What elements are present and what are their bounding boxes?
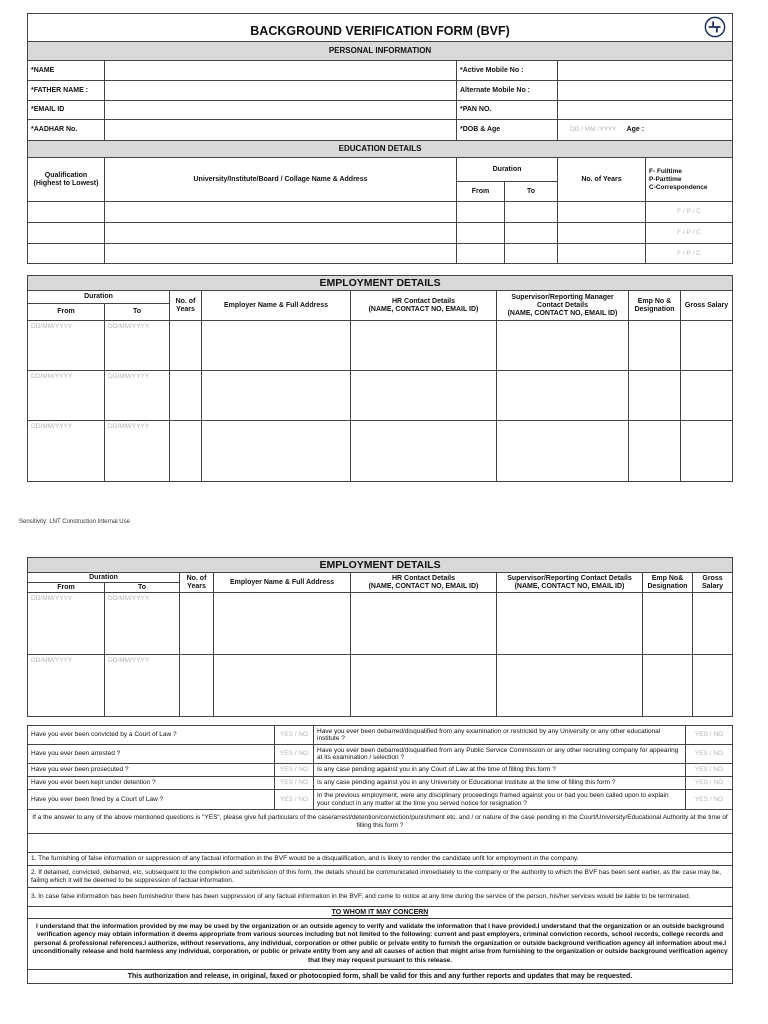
supervisor-contact-label: Supervisor/Reporting Manager Contact Details (NAME, CONTACT NO, EMAIL ID) [497, 291, 629, 321]
emp-no-field[interactable] [629, 371, 681, 421]
emp-years-field[interactable] [170, 421, 202, 482]
personal-info-header: PERSONAL INFORMATION [28, 42, 733, 61]
question-left-3: Have you ever been prosecuted ? [28, 764, 275, 777]
employment-row [28, 321, 733, 371]
question-left-2: Have you ever been arrested ? [28, 745, 275, 764]
edu-from-field[interactable] [457, 244, 505, 264]
salary-field[interactable] [693, 655, 733, 717]
years-label: No. of Years [180, 573, 214, 593]
note-3: 3. In case false information has been furnished/or there has been suppression of any factual information in the BVF, and come to notice at any time during the service of the person, his/her services would be liable to be terminated. [28, 888, 733, 907]
edu-from-label: From [457, 182, 505, 202]
emp-to-label: To [105, 304, 170, 321]
emp-to-field[interactable]: DD/MM/YYYY [105, 593, 180, 655]
name-label: *NAME [28, 61, 105, 81]
employment-details-table-2 [27, 557, 733, 717]
employment-header: EMPLOYMENT DETAILS [28, 276, 733, 291]
emp-no-label: Emp No & Designation [629, 291, 681, 321]
dob-label: *DOB & Age [457, 120, 558, 141]
declaration-table [27, 725, 733, 984]
sensitivity-label: Sensitivity: LNT Construction Internal Use [19, 519, 130, 525]
alt-mobile-field[interactable] [558, 81, 733, 101]
salary-field[interactable] [681, 421, 733, 482]
pan-field[interactable] [558, 101, 733, 120]
emp-from-label: From [28, 304, 105, 321]
hr-contact-field[interactable] [351, 321, 497, 371]
supervisor-field[interactable] [497, 371, 629, 421]
gross-salary-label: Gross Salary [693, 573, 733, 593]
answer-right-2[interactable]: YES / NO [686, 745, 733, 764]
university-field[interactable] [105, 223, 457, 244]
father-name-label: *FATHER NAME : [28, 81, 105, 101]
consent-footer: This authorization and release, in original, faxed or photocopied form, shall be valid for this and any further reports and updates that may be requested. [28, 970, 733, 984]
answer-left-3[interactable]: YES / NO [275, 764, 314, 777]
qualification-field[interactable] [28, 202, 105, 223]
mobile-label: *Active Mobile No : [457, 61, 558, 81]
hr-contact-field[interactable] [351, 593, 497, 655]
employer-field[interactable] [202, 421, 351, 482]
answer-right-5[interactable]: YES / NO [686, 790, 733, 810]
duration-label: Duration [457, 158, 558, 182]
employment-row [28, 655, 733, 717]
question-left-5: Have you ever been fined by a Court of Law ? [28, 790, 275, 810]
study-type-field[interactable]: F / P / C [646, 244, 733, 264]
university-field[interactable] [105, 202, 457, 223]
question-right-5: In the previous employment, were any disciplinary proceedings framed against you or had you been called upon to explain your conduct in any matter at the time you served notice for resignation ? [314, 790, 686, 810]
emp-to-label: To [105, 583, 180, 593]
bvf-form-top [27, 13, 733, 264]
emp-from-field[interactable]: DD/MM/YYYY [28, 655, 105, 717]
hr-contact-field[interactable] [351, 421, 497, 482]
education-row [28, 244, 733, 264]
hr-contact-field[interactable] [351, 655, 497, 717]
aadhar-field[interactable] [105, 120, 457, 141]
emp-years-field[interactable] [170, 371, 202, 421]
question-row [28, 777, 733, 790]
answer-right-3[interactable]: YES / NO [686, 764, 733, 777]
education-header: EDUCATION DETAILS [28, 141, 733, 158]
supervisor-field[interactable] [497, 321, 629, 371]
emp-from-label: From [28, 583, 105, 593]
question-row [28, 745, 733, 764]
mobile-field[interactable] [558, 61, 733, 81]
if-yes-instructions: If a the answer to any of the above mentioned questions is "YES", please give full particulars of the case/arrest/detention/conviction/punishment etc. and / or nature of the case pending in the Court/University/Educational Authority at the time of filling this form ? [28, 810, 733, 834]
employer-field[interactable] [214, 593, 351, 655]
edu-to-label: To [505, 182, 558, 202]
edu-from-field[interactable] [457, 202, 505, 223]
edu-years-field[interactable] [558, 202, 646, 223]
edu-years-field[interactable] [558, 244, 646, 264]
supervisor-field[interactable] [497, 655, 643, 717]
emp-to-field[interactable]: DD/MM/YYYY [105, 371, 170, 421]
employment-row [28, 593, 733, 655]
university-label: University/Institute/Board / Collage Name & Address [105, 158, 457, 202]
emp-no-label: Emp No& Designation [643, 573, 693, 593]
emp-no-field[interactable] [643, 593, 693, 655]
employer-label: Employer Name & Full Address [202, 291, 351, 321]
emp-years-field[interactable] [170, 321, 202, 371]
if-yes-details-field[interactable] [28, 834, 733, 853]
question-row [28, 764, 733, 777]
emp-no-field[interactable] [629, 321, 681, 371]
salary-field[interactable] [693, 593, 733, 655]
answer-left-4[interactable]: YES / NO [275, 777, 314, 790]
qualification-field[interactable] [28, 244, 105, 264]
question-right-4: Is any case pending against you in any University or Educational Institute at the time of filling this form ? [314, 777, 686, 790]
question-row [28, 726, 733, 745]
question-left-1: Have you ever been convicted by a Court of Law ? [28, 726, 275, 745]
years-label: No. of Years [170, 291, 202, 321]
emp-to-field[interactable]: DD/MM/YYYY [105, 421, 170, 482]
edu-to-field[interactable] [505, 223, 558, 244]
study-type-field[interactable]: F / P / C [646, 202, 733, 223]
answer-right-1[interactable]: YES / NO [686, 726, 733, 745]
answer-left-2[interactable]: YES / NO [275, 745, 314, 764]
university-field[interactable] [105, 244, 457, 264]
dob-field[interactable] [558, 120, 733, 141]
consent-heading: TO WHOM IT MAY CONCERN [28, 907, 733, 919]
employment-header: EMPLOYMENT DETAILS [28, 558, 733, 573]
question-row [28, 790, 733, 810]
email-field[interactable] [105, 101, 457, 120]
hr-contact-label: HR Contact Details (NAME, CONTACT NO, EMAIL ID) [351, 573, 497, 593]
emp-from-field[interactable]: DD/MM/YYYY [28, 421, 105, 482]
edu-years-field[interactable] [558, 223, 646, 244]
hr-contact-label: HR Contact Details (NAME, CONTACT NO, EMAIL ID) [351, 291, 497, 321]
question-left-4: Have you ever been kept under detention ? [28, 777, 275, 790]
question-right-2: Have you ever been debarred/disqualified from any Public Service Commission or any other recruiting company for appearing at its examination / selection ? [314, 745, 686, 764]
employment-details-table-1 [27, 275, 733, 482]
aadhar-label: *AADHAR No. [28, 120, 105, 141]
emp-no-field[interactable] [643, 655, 693, 717]
form-title-cell [28, 14, 733, 42]
emp-years-field[interactable] [180, 655, 214, 717]
employer-field[interactable] [214, 655, 351, 717]
consent-body: I understand that the information provided by me may be used by the organization or an outside agency to verify and validate the information that I have provided.I understand that the organization or an outside background verification agency may obtain information it deems appropriate from various sources including but not limited to the following: current and past employers, criminal conviction records, school records, college records and personal & professional references.I authorize, without reservations, any individual, corporation or other public or private entity to furnish the organization or outside background verification agency all information about me.I unconditionally release and hold harmless any individual, corporation, or public or private entity from any and all causes of action that might arise from furnishing to the organization or outside background verification agency that they may request pursuant to this release. [28, 919, 733, 970]
salary-field[interactable] [681, 371, 733, 421]
emp-from-field[interactable]: DD/MM/YYYY [28, 321, 105, 371]
emp-to-field[interactable]: DD/MM/YYYY [105, 321, 170, 371]
age-label: Age : [626, 126, 645, 133]
gross-salary-label: Gross Salary [681, 291, 733, 321]
duration-label: Duration [28, 573, 180, 583]
emp-years-field[interactable] [180, 593, 214, 655]
employer-field[interactable] [202, 371, 351, 421]
email-label: *EMAIL ID [28, 101, 105, 120]
note-1: 1. The furnishing of false information or suppression of any factual information in the BVF would be a disqualification, and is likely to render the candidate unfit for employment in the company. [28, 853, 733, 866]
study-type-label: F- Fulltime P-Parttime C-Correspondence [646, 158, 733, 202]
years-label: No. of Years [558, 158, 646, 202]
qualification-label: Qualification (Highest to Lowest) [28, 158, 105, 202]
emp-from-field[interactable]: DD/MM/YYYY [28, 371, 105, 421]
emp-no-field[interactable] [629, 421, 681, 482]
dob-placeholder: DD / MM /YYYY [570, 126, 617, 133]
form-title: BACKGROUND VERIFICATION FORM (BVF) [250, 23, 510, 38]
education-row [28, 223, 733, 244]
question-right-3: Is any case pending against you in any Court of Law at the time of filling this form ? [314, 764, 686, 777]
study-type-field[interactable]: F / P / C [646, 223, 733, 244]
answer-left-5[interactable]: YES / NO [275, 790, 314, 810]
employment-row [28, 371, 733, 421]
supervisor-contact-label: Supervisor/Reporting Contact Details (NAME, CONTACT NO, EMAIL ID) [497, 573, 643, 593]
pan-label: *PAN NO. [457, 101, 558, 120]
lnt-logo-icon [704, 16, 726, 38]
emp-from-field[interactable]: DD/MM/YYYY [28, 593, 105, 655]
answer-right-4[interactable]: YES / NO [686, 777, 733, 790]
emp-to-field[interactable]: DD/MM/YYYY [105, 655, 180, 717]
edu-to-field[interactable] [505, 244, 558, 264]
father-name-field[interactable] [105, 81, 457, 101]
employment-row [28, 421, 733, 482]
employer-field[interactable] [202, 321, 351, 371]
supervisor-field[interactable] [497, 421, 629, 482]
salary-field[interactable] [681, 321, 733, 371]
note-2: 2. If detained, convicted, debarred, etc, subsequent to the completion and submission of this form, the details should be communicated immediately to the company or the authority to which the BVF has been sent earlier, as the case may be, failing which it will be deemed to be suppression of factual information. [28, 866, 733, 888]
question-right-1: Have you ever been debarred/disqualified from any examination or restricted by any University or any other educational institute ? [314, 726, 686, 745]
duration-label: Duration [28, 291, 170, 304]
hr-contact-field[interactable] [351, 371, 497, 421]
alt-mobile-label: Alternate Mobile No : [457, 81, 558, 101]
name-field[interactable] [105, 61, 457, 81]
edu-to-field[interactable] [505, 202, 558, 223]
supervisor-field[interactable] [497, 593, 643, 655]
answer-left-1[interactable]: YES / NO [275, 726, 314, 745]
employer-label: Employer Name & Full Address [214, 573, 351, 593]
edu-from-field[interactable] [457, 223, 505, 244]
qualification-field[interactable] [28, 223, 105, 244]
education-row [28, 202, 733, 223]
